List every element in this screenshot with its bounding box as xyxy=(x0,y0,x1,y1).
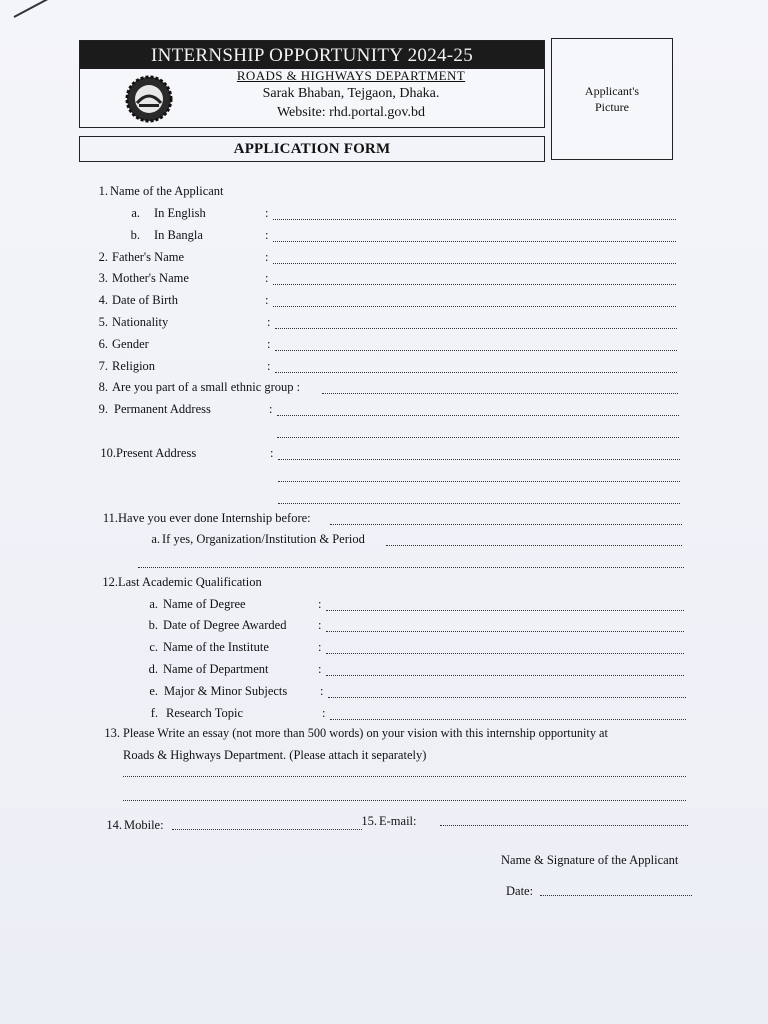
department-name-input[interactable] xyxy=(326,675,684,676)
department-address: Sarak Bhaban, Tejgaon, Dhaka. xyxy=(262,86,440,101)
name-bangla-input[interactable] xyxy=(273,241,676,242)
gender-input[interactable] xyxy=(275,350,677,351)
fathers-name-input[interactable] xyxy=(273,263,676,264)
subjects-input[interactable] xyxy=(328,697,686,698)
nationality-input[interactable] xyxy=(275,328,677,329)
form-title: APPLICATION FORM xyxy=(79,136,545,162)
essay-input-line-1[interactable] xyxy=(123,776,686,777)
internship-organization-input-line-2[interactable] xyxy=(138,567,684,568)
internship-before-input[interactable] xyxy=(330,524,682,525)
name-english-input[interactable] xyxy=(273,219,676,220)
email-input[interactable] xyxy=(440,825,688,826)
permanent-address-input-line-2[interactable] xyxy=(277,437,679,438)
present-address-input-line-2[interactable] xyxy=(278,481,680,482)
date-of-birth-input[interactable] xyxy=(273,306,676,307)
mobile-input[interactable] xyxy=(172,829,362,830)
religion-input[interactable] xyxy=(275,372,677,373)
header-title: INTERNSHIP OPPORTUNITY 2024-25 xyxy=(80,41,544,69)
mothers-name-input[interactable] xyxy=(273,284,676,285)
date-label: Date: xyxy=(506,884,534,898)
department-website: Website: rhd.portal.gov.bd xyxy=(276,105,426,120)
department-name: ROADS & HIGHWAYS DEPARTMENT xyxy=(236,68,466,83)
essay-input-line-2[interactable] xyxy=(123,800,686,801)
internship-organization-input-line-1[interactable] xyxy=(386,545,682,546)
ethnic-group-input[interactable] xyxy=(322,393,678,394)
research-topic-input[interactable] xyxy=(330,719,686,720)
permanent-address-input-line-1[interactable] xyxy=(277,415,679,416)
present-address-input-line-3[interactable] xyxy=(278,503,680,504)
applicant-picture-box[interactable] xyxy=(551,38,673,160)
field-essay-instruction-line-2: Roads & Highways Department. (Please attach it separately) xyxy=(123,748,427,762)
form-page: INTERNSHIP OPPORTUNITY 2024-25 ROADS & HIGHWAYS DEPARTMENT Sarak Bhaban, Tejgaon, Dhaka. Website: rhd.portal.gov.bd Applicant's Picture APPLICATION FORM 1. Name of the Applicant a. In English : b. In Bangla : 2. Father's Name : 3. Mother's Name : 4. Date of Birth : 5. Nationality : 6. Gender : 7. Religion : 8. Are you part of a small ethnic group : 9. Permanent Address : 10. Present Address : 11. Have you ever done Internship before: a. If yes, Organization/Institution & Period 12. Last Academic Qualification a. Name of Degree : b. Date of Degree Awarded : c. Name of the Institute : d. Name of Department : e. Major & Minor Subjects : f. Research Topic : 13. Please Write an essay (not more than 500 words) on your vision with this internship opportunity at Roads & Highways Department. (Please attach it separately) 14. Mobile: 15. E-mail: Name & Signature of the Applicant Date: xyxy=(0,0,768,1024)
present-address-input-line-1[interactable] xyxy=(278,459,680,460)
degree-date-input[interactable] xyxy=(326,631,684,632)
date-input[interactable] xyxy=(540,895,692,896)
pen-mark xyxy=(14,0,50,18)
institute-name-input[interactable] xyxy=(326,653,684,654)
degree-name-input[interactable] xyxy=(326,610,684,611)
applicant-picture-label: Applicant's Picture xyxy=(584,84,640,114)
signature-label: Name & Signature of the Applicant xyxy=(501,853,679,867)
header-box xyxy=(79,40,545,128)
